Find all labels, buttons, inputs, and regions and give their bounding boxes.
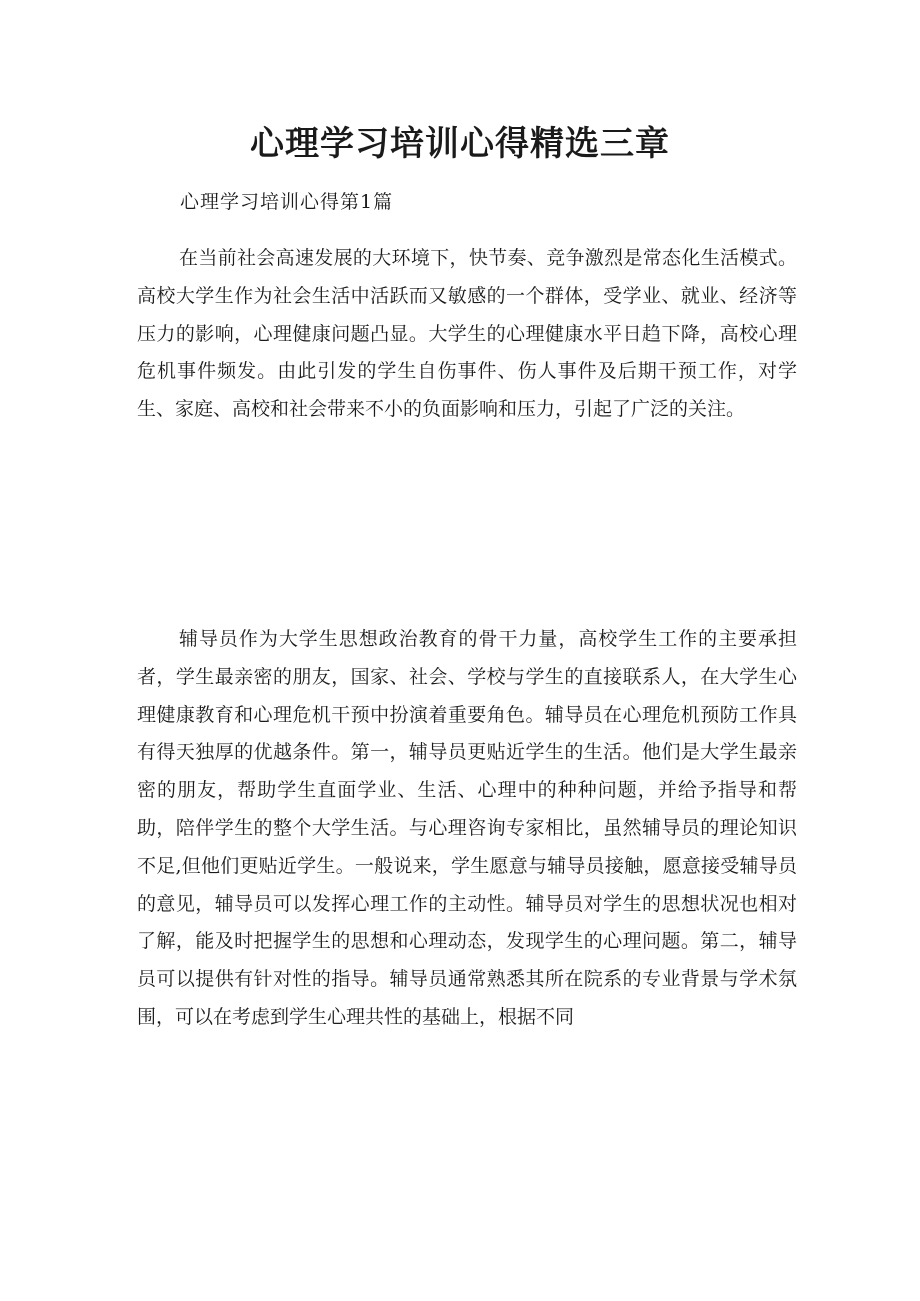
section-heading: 心理学习培训心得第1篇 xyxy=(180,191,394,213)
paragraph-1: 在当前社会高速发展的大环境下，快节奏、竞争激烈是常态化生活模式。高校大学生作为社会生活中活跃而又敏感的一个群体，受学业、就业、经济等压力的影响，心理健康问题凸显。大学生的心理健康水平日趋下降，高校心理危机事件频发。由此引发的学生自伤事件、伤人事件及后期干预工作，对学生、家庭、高校和社会带来不小的负面影响和压力，引起了广泛的关注。 xyxy=(137,247,797,421)
document-title: 心理学习培训心得精选三章 xyxy=(250,124,670,164)
paragraph-2: 辅导员作为大学生思想政治教育的骨干力量，高校学生工作的主要承担者，学生最亲密的朋友，国家、社会、学校与学生的直接联系人，在大学生心理健康教育和心理危机干预中扮演着重要角色。辅导员在心理危机预防工作具有得天独厚的优越条件。第一，辅导员更贴近学生的生活。他们是大学生最亲密的朋友，帮助学生直面学业、生活、心理中的种种问题，并给予指导和帮助，陪伴学生的整个大学生活。与心理咨询专家相比，虽然辅导员的理论知识不足,但他们更贴近学生。一般说来，学生愿意与辅导员接触，愿意接受辅导员的意见，辅导员可以发挥心理工作的主动性。辅导员对学生的思想状况也相对了解，能及时把握学生的思想和心理动态，发现学生的心理问题。第二，辅导员可以提供有针对性的指导。辅导员通常熟悉其所在院系的专业背景与学术氛围，可以在考虑到学生心理共性的基础上，根据不同 xyxy=(137,628,797,1028)
